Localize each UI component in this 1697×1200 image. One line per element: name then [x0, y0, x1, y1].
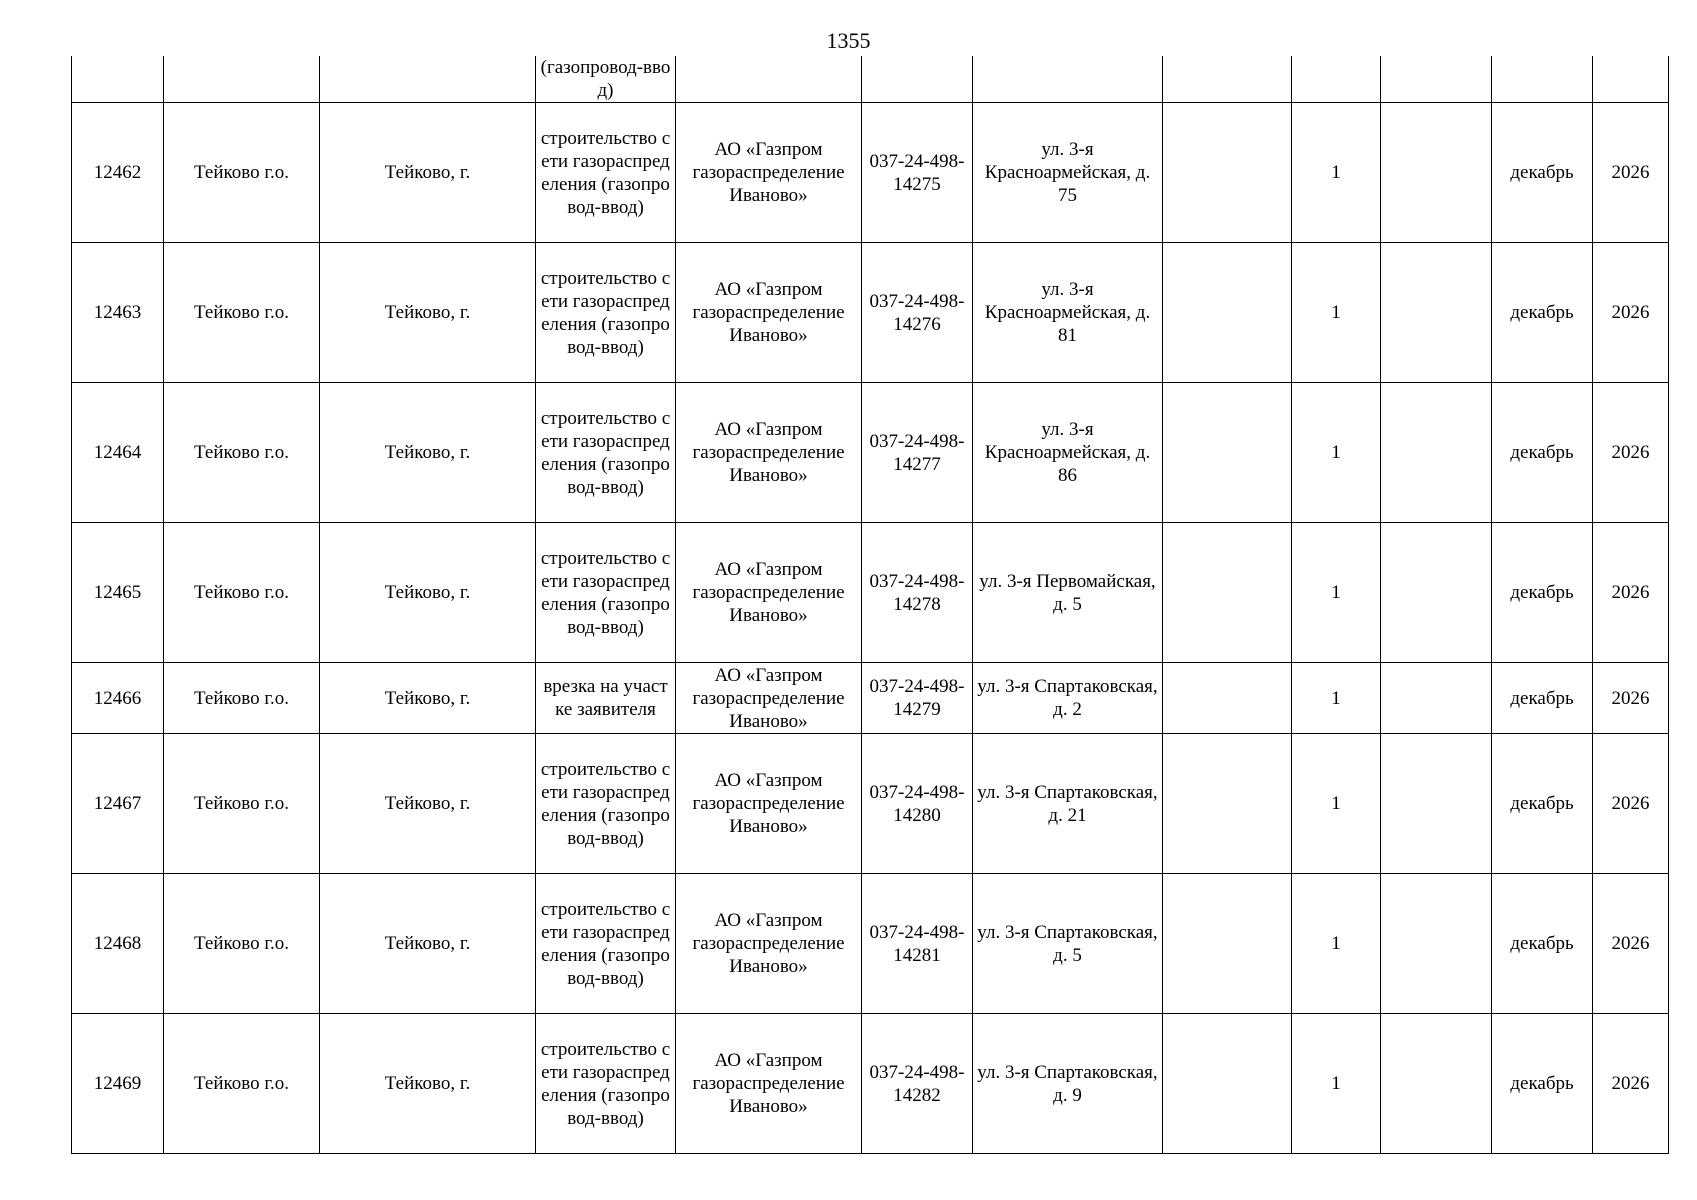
- cell-month: декабрь: [1492, 663, 1593, 734]
- cell-id: 12462: [72, 103, 164, 243]
- cell-address: ул. 3-я Первомайская, д. 5: [973, 523, 1163, 663]
- cell-col10: [1381, 1014, 1492, 1154]
- cell-address: ул. 3-я Спартаковская, д. 2: [973, 663, 1163, 734]
- cell-year: 2026: [1593, 874, 1669, 1014]
- cell-operator: АО «Газпром газораспределение Иваново»: [676, 243, 862, 383]
- cell-work-type: строительство сети газораспределения (газопровод-ввод): [536, 103, 676, 243]
- cell-operator: [676, 56, 862, 103]
- table-row-partial: [72, 56, 1669, 103]
- cell-year: 2026: [1593, 734, 1669, 874]
- cell-address: ул. 3-я Спартаковская, д. 21: [973, 734, 1163, 874]
- cell-operator: АО «Газпром газораспределение Иваново»: [676, 874, 862, 1014]
- cell-col10: [1381, 874, 1492, 1014]
- cell-operator: АО «Газпром газораспределение Иваново»: [676, 663, 862, 734]
- cell-locality: Тейково, г.: [320, 103, 536, 243]
- table-row: [72, 383, 1669, 523]
- cell-district: Тейково г.о.: [164, 103, 320, 243]
- cell-code: 037-24-498-14275: [862, 103, 973, 243]
- cell-code: 037-24-498-14278: [862, 523, 973, 663]
- cell-id: 12468: [72, 874, 164, 1014]
- cell-id: 12466: [72, 663, 164, 734]
- cell-operator: АО «Газпром газораспределение Иваново»: [676, 734, 862, 874]
- cell-quantity: 1: [1292, 243, 1381, 383]
- cell-col10: [1381, 523, 1492, 663]
- cell-district: Тейково г.о.: [164, 663, 320, 734]
- cell-year: 2026: [1593, 103, 1669, 243]
- table-row: [72, 103, 1669, 243]
- cell-work-type: строительство сети газораспределения (газопровод-ввод): [536, 383, 676, 523]
- cell-month: декабрь: [1492, 103, 1593, 243]
- cell-work-type: строительство сети газораспределения (газопровод-ввод): [536, 1014, 676, 1154]
- cell-month: декабрь: [1492, 734, 1593, 874]
- cell-col8: [1163, 103, 1292, 243]
- table-row: [72, 243, 1669, 383]
- cell-year: 2026: [1593, 243, 1669, 383]
- cell-year: 2026: [1593, 523, 1669, 663]
- cell-address: [973, 56, 1163, 103]
- cell-work-type: строительство сети газораспределения (газопровод-ввод): [536, 874, 676, 1014]
- table-row: [72, 734, 1669, 874]
- cell-col8: [1163, 734, 1292, 874]
- cell-col8: [1163, 663, 1292, 734]
- cell-month: декабрь: [1492, 383, 1593, 523]
- cell-work-type: строительство сети газораспределения (газопровод-ввод): [536, 243, 676, 383]
- cell-code: 037-24-498-14282: [862, 1014, 973, 1154]
- cell-month: [1492, 56, 1593, 103]
- cell-col10: [1381, 734, 1492, 874]
- cell-quantity: 1: [1292, 734, 1381, 874]
- cell-col8: [1163, 383, 1292, 523]
- cell-code: 037-24-498-14281: [862, 874, 973, 1014]
- cell-locality: [320, 56, 536, 103]
- cell-district: Тейково г.о.: [164, 523, 320, 663]
- cell-district: Тейково г.о.: [164, 734, 320, 874]
- cell-quantity: 1: [1292, 383, 1381, 523]
- cell-quantity: [1292, 56, 1381, 103]
- table-row: [72, 663, 1669, 734]
- cell-id: [72, 56, 164, 103]
- cell-year: 2026: [1593, 383, 1669, 523]
- cell-quantity: 1: [1292, 874, 1381, 1014]
- cell-code: 037-24-498-14276: [862, 243, 973, 383]
- cell-col10: [1381, 56, 1492, 103]
- cell-col8: [1163, 243, 1292, 383]
- cell-code: [862, 56, 973, 103]
- cell-operator: АО «Газпром газораспределение Иваново»: [676, 523, 862, 663]
- cell-locality: Тейково, г.: [320, 523, 536, 663]
- table-row: [72, 874, 1669, 1014]
- cell-col8: [1163, 523, 1292, 663]
- cell-col8: [1163, 874, 1292, 1014]
- cell-work-type: строительство сети газораспределения (газопровод-ввод): [536, 523, 676, 663]
- cell-work-type: врезка на участке заявителя: [536, 663, 676, 734]
- cell-col10: [1381, 663, 1492, 734]
- cell-operator: АО «Газпром газораспределение Иваново»: [676, 383, 862, 523]
- cell-quantity: 1: [1292, 663, 1381, 734]
- cell-address: ул. 3-я Красноармейская, д. 75: [973, 103, 1163, 243]
- cell-locality: Тейково, г.: [320, 734, 536, 874]
- cell-col10: [1381, 243, 1492, 383]
- cell-year: [1593, 56, 1669, 103]
- cell-work-type: строительство сети газораспределения (газопровод-ввод): [536, 734, 676, 874]
- cell-col8: [1163, 1014, 1292, 1154]
- cell-operator: АО «Газпром газораспределение Иваново»: [676, 1014, 862, 1154]
- cell-locality: Тейково, г.: [320, 383, 536, 523]
- cell-district: Тейково г.о.: [164, 874, 320, 1014]
- page-number: 1355: [826, 28, 871, 53]
- cell-col10: [1381, 103, 1492, 243]
- cell-district: Тейково г.о.: [164, 243, 320, 383]
- cell-address: ул. 3-я Спартаковская, д. 5: [973, 874, 1163, 1014]
- cell-locality: Тейково, г.: [320, 663, 536, 734]
- cell-month: декабрь: [1492, 523, 1593, 663]
- table-body: [72, 56, 1669, 1154]
- cell-col8: [1163, 56, 1292, 103]
- cell-address: ул. 3-я Спартаковская, д. 9: [973, 1014, 1163, 1154]
- cell-locality: Тейково, г.: [320, 874, 536, 1014]
- cell-district: Тейково г.о.: [164, 1014, 320, 1154]
- cell-locality: Тейково, г.: [320, 243, 536, 383]
- cell-id: 12463: [72, 243, 164, 383]
- cell-operator: АО «Газпром газораспределение Иваново»: [676, 103, 862, 243]
- cell-district: Тейково г.о.: [164, 383, 320, 523]
- registry-table: [71, 56, 1669, 1154]
- cell-work-type: (газопровод-ввод): [536, 56, 676, 103]
- cell-id: 12465: [72, 523, 164, 663]
- cell-code: 037-24-498-14280: [862, 734, 973, 874]
- cell-district: [164, 56, 320, 103]
- cell-code: 037-24-498-14279: [862, 663, 973, 734]
- table-row: [72, 1014, 1669, 1154]
- cell-quantity: 1: [1292, 523, 1381, 663]
- cell-year: 2026: [1593, 1014, 1669, 1154]
- cell-id: 12467: [72, 734, 164, 874]
- table-row: [72, 523, 1669, 663]
- cell-id: 12464: [72, 383, 164, 523]
- cell-locality: Тейково, г.: [320, 1014, 536, 1154]
- cell-id: 12469: [72, 1014, 164, 1154]
- cell-address: ул. 3-я Красноармейская, д. 86: [973, 383, 1163, 523]
- cell-code: 037-24-498-14277: [862, 383, 973, 523]
- cell-quantity: 1: [1292, 1014, 1381, 1154]
- cell-month: декабрь: [1492, 874, 1593, 1014]
- cell-year: 2026: [1593, 663, 1669, 734]
- cell-month: декабрь: [1492, 1014, 1593, 1154]
- cell-address: ул. 3-я Красноармейская, д. 81: [973, 243, 1163, 383]
- cell-col10: [1381, 383, 1492, 523]
- cell-quantity: 1: [1292, 103, 1381, 243]
- cell-month: декабрь: [1492, 243, 1593, 383]
